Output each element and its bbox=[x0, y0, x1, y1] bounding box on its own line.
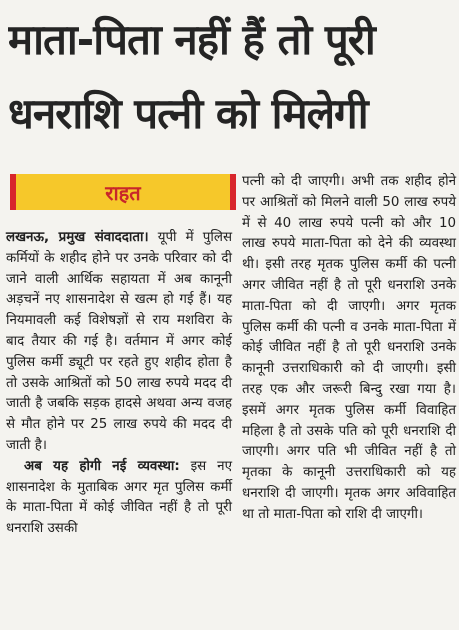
dateline: लखनऊ, प्रमुख संवाददाता। bbox=[6, 230, 149, 245]
kicker-label: राहत bbox=[105, 180, 141, 205]
subhead: अब यह होगी नई व्यवस्था: bbox=[24, 458, 180, 474]
article-column-right bbox=[242, 172, 456, 526]
article-paragraph-continued: पत्नी को दी जाएगी। अभी तक शहीद होने पर आश्रितों को मिलने वाली 50 लाख रुपये में से 40 लाख रुपये पत्नी को और 10 लाख रुपये माता-पिता को देने की व्यवस्था थी। इसी तरह मृतक पुलिस कर्मी की पत्नी अगर जीवित नहीं है तो पूरी धनराशि उनके माता-पिता को दी जाएगी। अगर मृतक पुलिस कर्मी की पत्नी व उनके माता-पिता में कोई जीवित नहीं है तो पूरी धनराशि उनके कानूनी उत्तराधिकारी को दी जाएगी। इसी तरह एक और जरूरी बिन्दु रखा गया है। इसमें अगर मृतक पुलिस कर्मी विवाहित महिला है तो उसके पति को पूरी धनराशि दी जाएगी। अगर पति भी जीवित नहीं है तो मृतका के कानूनी उत्तराधिकारी को यह धनराशि दी जाएगी। मृतक अगर अविवाहित था तो माता-पिता को राशि दी जाएगी। bbox=[242, 174, 456, 522]
kicker-banner bbox=[10, 174, 236, 210]
article-paragraph-2 bbox=[6, 457, 232, 540]
paragraph-1-text: यूपी में पुलिस कर्मियों के शहीद होने पर उनके परिवार को दी जाने वाली आर्थिक सहायता में अब कानूनी अड़चनें नए शासनादेश से खत्म हो गई हैं। यह नियमावली कई विशेषज्ञों से राय मशविरा के बाद तैयार की गई है। वर्तमान में अगर कोई पुलिस कर्मी ड्यूटी पर रहते हुए शहीद होता है तो उसके आश्रितों को 50 लाख रुपये मदद दी जाती है जबकि सड़क हादसे अथवा अन्य वजह से मौत होने पर 25 लाख रुपये की मदद दी जाती है। bbox=[6, 230, 232, 453]
article-paragraph-1 bbox=[6, 228, 232, 457]
paragraph-2-text: इस नए शासनादेश के मुताबिक अगर मृत पुलिस कर्मी के माता-पिता में कोई जीवित नहीं है तो पूरी धनराशि उसकी bbox=[6, 458, 232, 537]
article-column-left bbox=[6, 228, 232, 540]
headline-line-1: माता-पिता नहीं हैं तो पूरी bbox=[8, 15, 375, 64]
headline-line-2: धनराशि पत्नी को मिलेगी bbox=[8, 89, 368, 138]
